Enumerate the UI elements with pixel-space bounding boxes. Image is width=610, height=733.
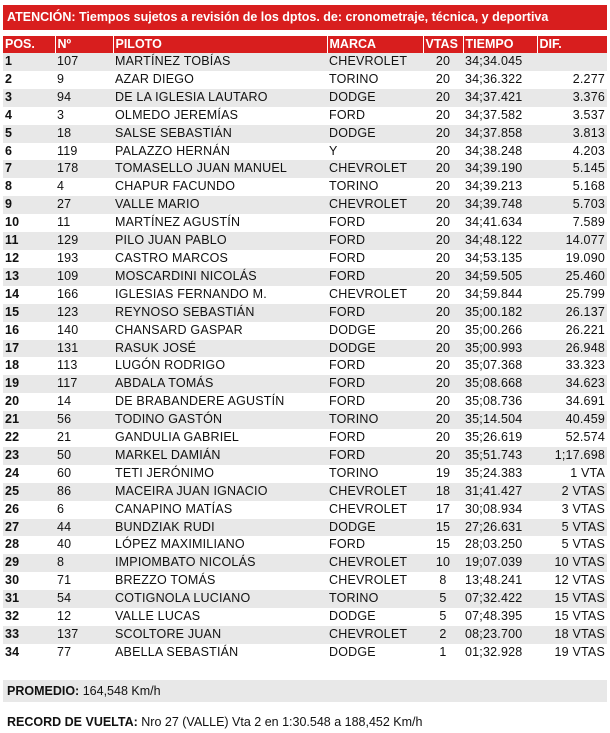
driver-cell: CANAPINO MATÍAS xyxy=(115,501,233,516)
time-cell: 34;53.135 xyxy=(465,250,523,265)
laps-cell: 20 xyxy=(435,322,451,337)
driver-cell: LÓPEZ MAXIMILIANO xyxy=(115,537,245,552)
time-cell: 01;32.928 xyxy=(465,644,523,659)
driver-cell: REYNOSO SEBASTIÁN xyxy=(113,304,327,322)
diff-cell: 14.077 xyxy=(537,232,607,250)
brand-cell: DODGE xyxy=(329,609,376,624)
pos-cell: 21 xyxy=(3,411,55,429)
number-cell: 86 xyxy=(55,483,113,501)
pos-cell: 9 xyxy=(3,196,55,214)
driver-cell: MARTÍNEZ TOBÍAS xyxy=(113,53,327,71)
diff-cell: 33.323 xyxy=(565,358,605,373)
diff-cell: 26.948 xyxy=(537,340,607,358)
driver-cell: IGLESIAS FERNANDO M. xyxy=(115,286,267,301)
number-cell: 94 xyxy=(55,89,113,107)
pos-cell: 1 xyxy=(3,53,55,71)
table-row xyxy=(3,268,607,286)
brand-cell: CHEVROLET xyxy=(329,573,408,588)
laps-cell: 10 xyxy=(423,554,463,572)
diff-cell: 1;17.698 xyxy=(537,447,607,465)
diff-cell: 5 VTAS xyxy=(537,519,607,537)
diff-cell: 25.460 xyxy=(537,268,607,286)
number-cell: 107 xyxy=(55,53,113,71)
brand-cell: TORINO xyxy=(329,465,379,480)
col-header-pos: POS. xyxy=(3,36,55,53)
driver-cell: LUGÓN RODRIGO xyxy=(115,358,226,373)
driver-cell: MARKEL DAMIÁN xyxy=(113,447,327,465)
brand-cell: CHEVROLET xyxy=(329,286,408,301)
brand-cell: FORD xyxy=(329,107,366,122)
number-cell: 119 xyxy=(57,143,78,158)
pos-cell: 32 xyxy=(5,609,20,624)
time-cell: 35;14.504 xyxy=(463,411,537,429)
pos-cell: 27 xyxy=(3,519,55,537)
diff-cell: 52.574 xyxy=(565,430,605,445)
time-cell: 34;59.844 xyxy=(465,286,523,301)
laps-cell: 18 xyxy=(423,483,463,501)
pos-cell: 16 xyxy=(5,322,20,337)
brand-cell: TORINO xyxy=(329,179,379,194)
pos-cell: 2 xyxy=(5,71,13,86)
driver-cell: DE BRABANDERE AGUSTÍN xyxy=(115,394,285,409)
brand-cell: TORINO xyxy=(329,71,379,86)
time-cell: 34;39.748 xyxy=(463,196,537,214)
time-cell: 07;48.395 xyxy=(465,609,523,624)
diff-cell: 10 VTAS xyxy=(537,554,607,572)
pos-cell: 15 xyxy=(3,304,55,322)
diff-cell: 26.221 xyxy=(565,322,605,337)
pos-cell: 5 xyxy=(3,125,55,143)
average-speed-label: PROMEDIO: xyxy=(7,684,80,698)
driver-cell: PALAZZO HERNÁN xyxy=(115,143,231,158)
driver-cell: SCOLTORE JUAN xyxy=(113,626,327,644)
table-row xyxy=(3,536,607,554)
pos-cell: 26 xyxy=(5,501,20,516)
time-cell: 34;37.582 xyxy=(465,107,523,122)
table-row xyxy=(3,608,607,626)
table-row xyxy=(3,178,607,196)
diff-cell: 2 VTAS xyxy=(537,483,607,501)
driver-cell: MOSCARDINI NICOLÁS xyxy=(113,268,327,286)
pos-cell: 11 xyxy=(3,232,55,250)
laps-cell: 15 xyxy=(423,519,463,537)
col-header-time: TIEMPO xyxy=(463,36,537,53)
table-row xyxy=(3,53,607,71)
table-row xyxy=(3,125,607,143)
time-cell: 28;03.250 xyxy=(465,537,523,552)
driver-cell: CASTRO MARCOS xyxy=(115,250,229,265)
driver-cell: IMPIOMBATO NICOLÁS xyxy=(113,554,327,572)
pos-cell: 13 xyxy=(3,268,55,286)
driver-cell: TOMASELLO JUAN MANUEL xyxy=(113,160,327,178)
number-cell: 27 xyxy=(55,196,113,214)
number-cell: 77 xyxy=(57,644,72,659)
diff-cell: 19 VTAS xyxy=(554,644,605,659)
number-cell: 6 xyxy=(57,501,65,516)
number-cell: 113 xyxy=(57,358,78,373)
diff-cell: 4.203 xyxy=(572,143,605,158)
table-row xyxy=(3,393,607,411)
pos-cell: 20 xyxy=(5,394,20,409)
average-speed xyxy=(3,680,607,702)
brand-cell: FORD xyxy=(329,394,366,409)
pos-cell: 33 xyxy=(3,626,55,644)
laps-cell: 8 xyxy=(439,573,447,588)
attention-banner: ATENCIÓN: Tiempos sujetos a revisión de los dptos. de: cronometraje, técnica, y deportiva xyxy=(3,5,607,30)
lap-record-label: RECORD DE VUELTA: xyxy=(7,715,138,729)
col-header-diff: DIF. xyxy=(537,36,607,53)
diff-cell: 3 VTAS xyxy=(561,501,605,516)
diff-cell: 1 VTA xyxy=(570,465,605,480)
driver-cell: TETI JERÓNIMO xyxy=(115,465,215,480)
brand-cell: DODGE xyxy=(329,644,376,659)
pos-cell: 7 xyxy=(3,160,55,178)
laps-cell: 20 xyxy=(435,143,451,158)
brand-cell: DODGE xyxy=(327,125,423,143)
pos-cell: 10 xyxy=(5,215,20,230)
driver-cell: CHAPUR FACUNDO xyxy=(115,179,236,194)
table-row xyxy=(3,107,607,125)
pos-cell: 12 xyxy=(5,250,20,265)
brand-cell: CHEVROLET xyxy=(327,196,423,214)
brand-cell: Y xyxy=(329,143,338,158)
number-cell: 140 xyxy=(57,322,79,337)
diff-cell: 18 VTAS xyxy=(537,626,607,644)
table-row xyxy=(3,340,607,358)
table-row xyxy=(3,447,607,465)
number-cell: 44 xyxy=(55,519,113,537)
number-cell: 14 xyxy=(57,394,72,409)
pos-cell: 22 xyxy=(5,430,20,445)
number-cell: 123 xyxy=(55,304,113,322)
pos-cell: 25 xyxy=(3,483,55,501)
brand-cell: FORD xyxy=(327,304,423,322)
number-cell: 3 xyxy=(57,107,65,122)
diff-cell: 3.376 xyxy=(537,89,607,107)
diff-cell: 34.691 xyxy=(565,394,605,409)
table-row xyxy=(3,375,607,393)
laps-cell: 20 xyxy=(423,89,463,107)
brand-cell: CHEVROLET xyxy=(327,160,423,178)
results-table xyxy=(3,36,607,662)
laps-cell: 20 xyxy=(423,375,463,393)
col-header-laps: VTAS xyxy=(423,36,463,53)
laps-cell: 20 xyxy=(423,411,463,429)
laps-cell: 20 xyxy=(435,71,451,86)
number-cell: 12 xyxy=(57,609,72,624)
table-row xyxy=(3,554,607,572)
time-cell: 34;39.213 xyxy=(465,179,523,194)
time-cell: 35;08.668 xyxy=(463,375,537,393)
laps-cell: 17 xyxy=(435,501,451,516)
diff-cell: 5 VTAS xyxy=(561,537,605,552)
table-row xyxy=(3,465,607,483)
laps-cell: 20 xyxy=(423,196,463,214)
laps-cell: 20 xyxy=(435,179,451,194)
diff-cell: 40.459 xyxy=(537,411,607,429)
time-cell: 19;07.039 xyxy=(463,554,537,572)
number-cell: 117 xyxy=(55,375,113,393)
driver-cell: VALLE MARIO xyxy=(113,196,327,214)
number-cell: 193 xyxy=(57,250,79,265)
pos-cell: 8 xyxy=(5,179,13,194)
diff-cell: 7.589 xyxy=(572,215,605,230)
diff-cell: 15 VTAS xyxy=(537,590,607,608)
time-cell: 35;51.743 xyxy=(463,447,537,465)
number-cell: 166 xyxy=(57,286,79,301)
diff-cell: 5.168 xyxy=(572,179,605,194)
average-speed-value: 164,548 Km/h xyxy=(79,684,161,698)
driver-cell: OLMEDO JEREMÍAS xyxy=(115,107,239,122)
diff-cell: 12 VTAS xyxy=(554,573,605,588)
table-row xyxy=(3,644,607,662)
time-cell: 08;23.700 xyxy=(463,626,537,644)
brand-cell: DODGE xyxy=(327,519,423,537)
laps-cell: 15 xyxy=(435,537,451,552)
brand-cell: FORD xyxy=(329,430,366,445)
table-row xyxy=(3,89,607,107)
table-row xyxy=(3,322,607,340)
col-header-driver: PILOTO xyxy=(113,36,327,53)
table-row xyxy=(3,286,607,304)
laps-cell: 20 xyxy=(435,430,451,445)
diff-cell: 19.090 xyxy=(565,250,605,265)
pos-cell: 23 xyxy=(3,447,55,465)
brand-cell: CHEVROLET xyxy=(327,53,423,71)
pos-cell: 6 xyxy=(5,143,13,158)
laps-cell: 1 xyxy=(439,644,447,659)
pos-cell: 19 xyxy=(3,375,55,393)
table-row xyxy=(3,160,607,178)
laps-cell: 20 xyxy=(423,447,463,465)
table-row xyxy=(3,519,607,537)
pos-cell: 14 xyxy=(5,286,20,301)
laps-cell: 20 xyxy=(423,53,463,71)
time-cell: 31;41.427 xyxy=(463,483,537,501)
driver-cell: SALSE SEBASTIÁN xyxy=(113,125,327,143)
diff-cell: 3.537 xyxy=(572,107,605,122)
brand-cell: CHEVROLET xyxy=(329,501,408,516)
number-cell: 56 xyxy=(55,411,113,429)
brand-cell: FORD xyxy=(329,250,366,265)
number-cell: 131 xyxy=(55,340,113,358)
pos-cell: 30 xyxy=(5,573,20,588)
table-row xyxy=(3,304,607,322)
time-cell: 35;08.736 xyxy=(465,394,523,409)
number-cell: 60 xyxy=(57,465,72,480)
laps-cell: 20 xyxy=(423,160,463,178)
number-cell: 40 xyxy=(57,537,72,552)
laps-cell: 20 xyxy=(435,215,451,230)
number-cell: 178 xyxy=(55,160,113,178)
pos-cell: 4 xyxy=(5,107,13,122)
driver-cell: GANDULIA GABRIEL xyxy=(115,430,240,445)
number-cell: 18 xyxy=(55,125,113,143)
number-cell: 9 xyxy=(57,71,65,86)
number-cell: 8 xyxy=(55,554,113,572)
driver-cell: AZAR DIEGO xyxy=(115,71,195,86)
laps-cell: 20 xyxy=(435,250,451,265)
pos-cell: 18 xyxy=(5,358,20,373)
driver-cell: DE LA IGLESIA LAUTARO xyxy=(113,89,327,107)
pos-cell: 34 xyxy=(5,644,20,659)
table-row xyxy=(3,590,607,608)
driver-cell: CHANSARD GASPAR xyxy=(115,322,243,337)
number-cell: 54 xyxy=(55,590,113,608)
diff-cell: 5.145 xyxy=(537,160,607,178)
brand-cell: FORD xyxy=(329,215,366,230)
number-cell: 137 xyxy=(55,626,113,644)
time-cell: 35;00.182 xyxy=(463,304,537,322)
time-cell: 34;38.248 xyxy=(465,143,523,158)
driver-cell: RASUK JOSÉ xyxy=(113,340,327,358)
table-row xyxy=(3,411,607,429)
time-cell: 35;24.383 xyxy=(465,465,523,480)
table-row xyxy=(3,501,607,519)
driver-cell: PILO JUAN PABLO xyxy=(113,232,327,250)
pos-cell: 29 xyxy=(3,554,55,572)
time-cell: 35;00.266 xyxy=(465,322,523,337)
table-row xyxy=(3,572,607,590)
time-cell: 07;32.422 xyxy=(463,590,537,608)
pos-cell: 24 xyxy=(5,465,20,480)
brand-cell: FORD xyxy=(329,537,366,552)
table-row xyxy=(3,250,607,268)
driver-cell: BREZZO TOMÁS xyxy=(115,573,216,588)
driver-cell: MARTÍNEZ AGUSTÍN xyxy=(115,215,241,230)
laps-cell: 5 xyxy=(439,609,447,624)
diff-cell: 15 VTAS xyxy=(554,609,605,624)
time-cell: 35;26.619 xyxy=(465,430,523,445)
number-cell: 109 xyxy=(55,268,113,286)
laps-cell: 20 xyxy=(435,286,451,301)
time-cell: 35;00.993 xyxy=(463,340,537,358)
brand-cell: DODGE xyxy=(327,89,423,107)
pos-cell: 28 xyxy=(5,537,20,552)
col-header-number: Nº xyxy=(55,36,113,53)
time-cell: 35;07.368 xyxy=(465,358,523,373)
diff-cell: 2.277 xyxy=(572,71,605,86)
number-cell: 4 xyxy=(57,179,65,194)
number-cell: 11 xyxy=(57,215,71,230)
laps-cell: 5 xyxy=(423,590,463,608)
brand-cell: FORD xyxy=(327,268,423,286)
driver-cell: MACEIRA JUAN IGNACIO xyxy=(113,483,327,501)
time-cell: 30;08.934 xyxy=(465,501,523,516)
time-cell: 34;36.322 xyxy=(465,71,523,86)
brand-cell: FORD xyxy=(327,375,423,393)
diff-cell: 25.799 xyxy=(565,286,605,301)
lap-record-value: Nro 27 (VALLE) Vta 2 en 1:30.548 a 188,452 Km/h xyxy=(137,715,423,729)
driver-cell: ABELLA SEBASTIÁN xyxy=(115,644,239,659)
diff-cell: 34.623 xyxy=(537,375,607,393)
laps-cell: 20 xyxy=(423,304,463,322)
table-row xyxy=(3,429,607,447)
diff-cell xyxy=(537,53,607,71)
time-cell: 13;48.241 xyxy=(465,573,523,588)
driver-cell: TODINO GASTÓN xyxy=(113,411,327,429)
col-header-brand: MARCA xyxy=(327,36,423,53)
brand-cell: TORINO xyxy=(327,411,423,429)
brand-cell: TORINO xyxy=(327,590,423,608)
lap-record xyxy=(3,711,607,733)
brand-cell: FORD xyxy=(329,358,366,373)
laps-cell: 19 xyxy=(435,465,451,480)
driver-cell: VALLE LUCAS xyxy=(115,609,201,624)
pos-cell: 17 xyxy=(3,340,55,358)
laps-cell: 20 xyxy=(423,268,463,286)
number-cell: 71 xyxy=(57,573,72,588)
number-cell: 129 xyxy=(55,232,113,250)
number-cell: 21 xyxy=(57,430,72,445)
time-cell: 34;39.190 xyxy=(463,160,537,178)
diff-cell: 3.813 xyxy=(537,125,607,143)
brand-cell: FORD xyxy=(327,232,423,250)
laps-cell: 20 xyxy=(423,340,463,358)
table-row xyxy=(3,483,607,501)
brand-cell: CHEVROLET xyxy=(327,626,423,644)
brand-cell: CHEVROLET xyxy=(327,483,423,501)
table-row xyxy=(3,357,607,375)
time-cell: 34;34.045 xyxy=(463,53,537,71)
laps-cell: 20 xyxy=(423,125,463,143)
time-cell: 34;37.858 xyxy=(463,125,537,143)
laps-cell: 2 xyxy=(423,626,463,644)
pos-cell: 3 xyxy=(3,89,55,107)
table-row xyxy=(3,626,607,644)
laps-cell: 20 xyxy=(435,107,451,122)
header-row xyxy=(3,36,607,53)
brand-cell: FORD xyxy=(327,447,423,465)
pos-cell: 31 xyxy=(3,590,55,608)
brand-cell: CHEVROLET xyxy=(327,554,423,572)
table-row xyxy=(3,143,607,161)
laps-cell: 20 xyxy=(435,358,451,373)
driver-cell: ABDALA TOMÁS xyxy=(113,375,327,393)
time-cell: 34;37.421 xyxy=(463,89,537,107)
number-cell: 50 xyxy=(55,447,113,465)
laps-cell: 20 xyxy=(423,232,463,250)
table-row xyxy=(3,71,607,89)
table-row xyxy=(3,214,607,232)
time-cell: 34;59.505 xyxy=(463,268,537,286)
brand-cell: DODGE xyxy=(329,322,376,337)
table-row xyxy=(3,196,607,214)
diff-cell: 26.137 xyxy=(537,304,607,322)
time-cell: 34;48.122 xyxy=(463,232,537,250)
laps-cell: 20 xyxy=(435,394,451,409)
time-cell: 34;41.634 xyxy=(465,215,523,230)
time-cell: 27;26.631 xyxy=(463,519,537,537)
driver-cell: COTIGNOLA LUCIANO xyxy=(113,590,327,608)
table-row xyxy=(3,232,607,250)
diff-cell: 5.703 xyxy=(537,196,607,214)
brand-cell: DODGE xyxy=(327,340,423,358)
driver-cell: BUNDZIAK RUDI xyxy=(113,519,327,537)
